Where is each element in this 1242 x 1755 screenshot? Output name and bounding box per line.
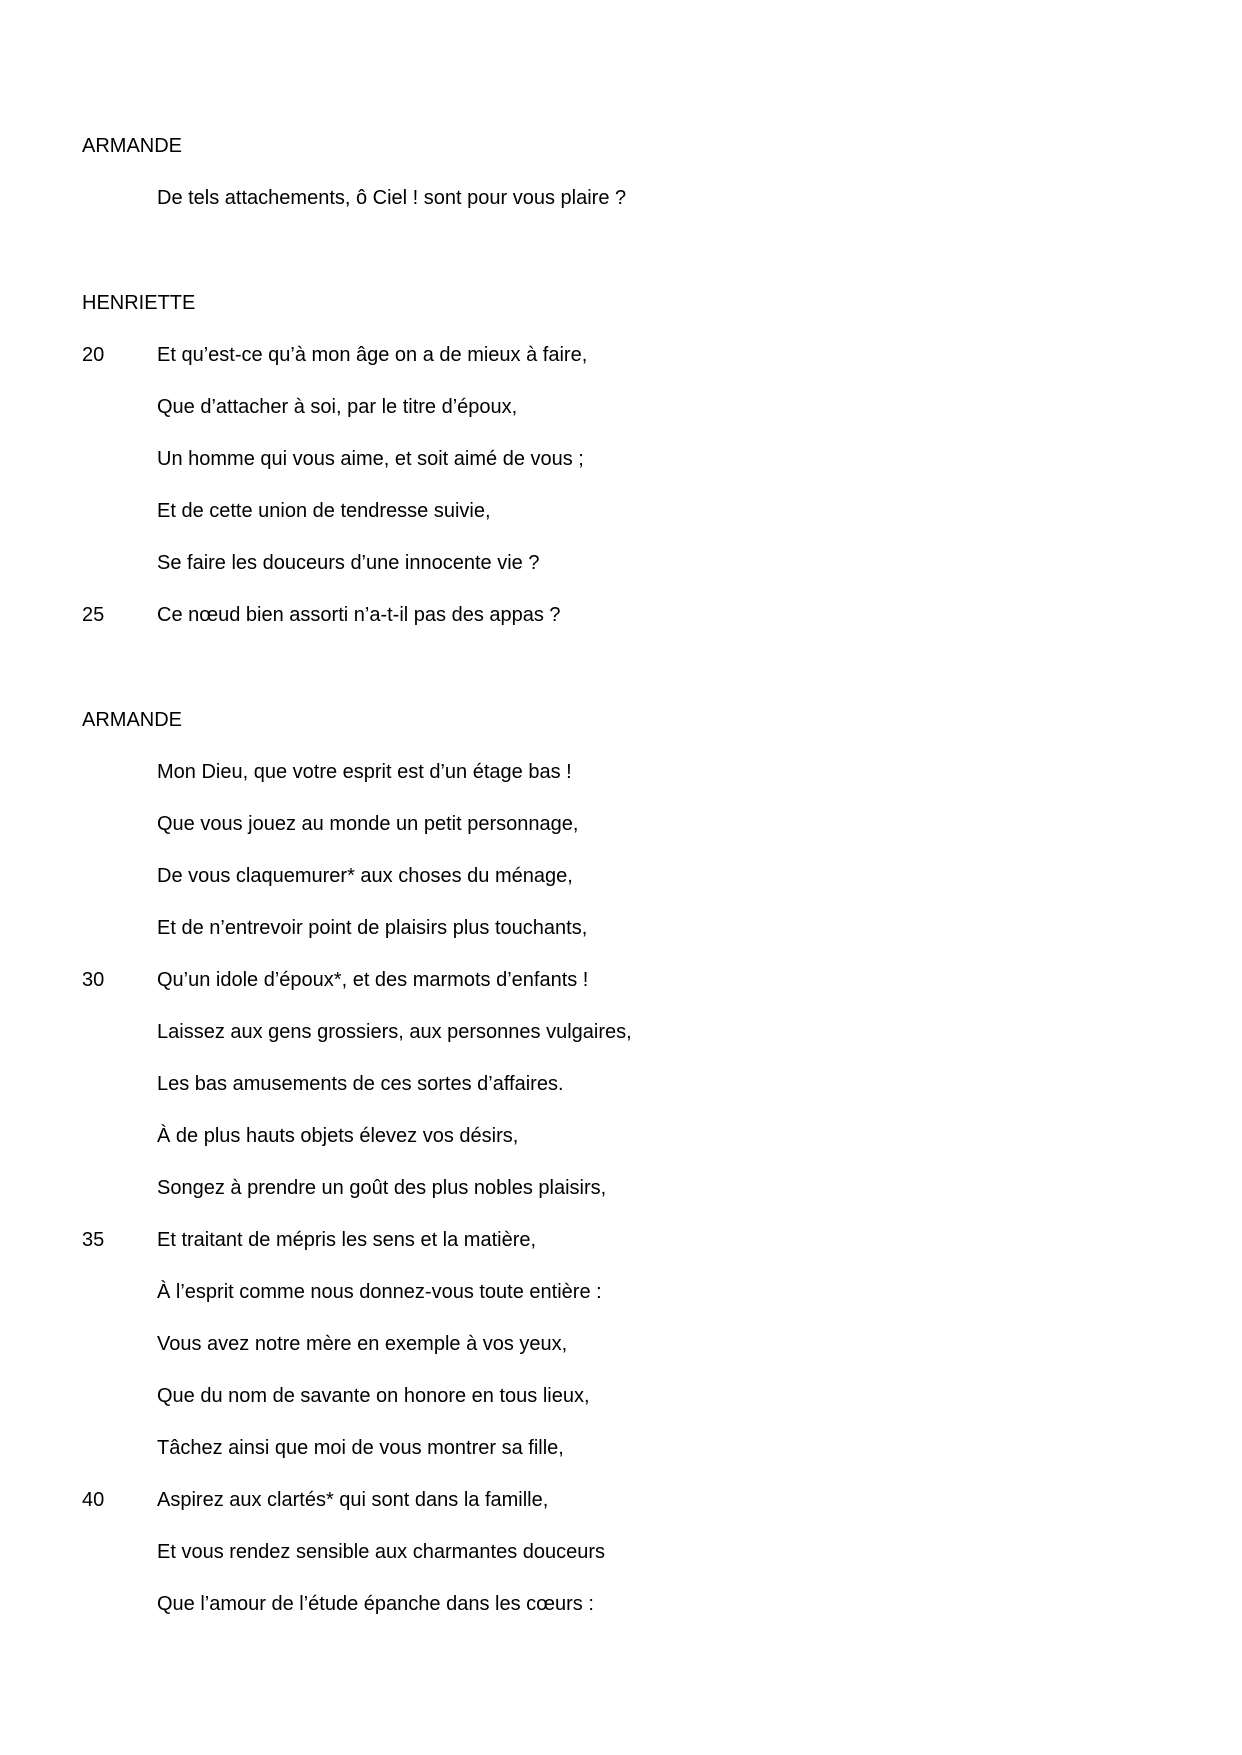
speaker-name: ARMANDE [82, 135, 183, 157]
verse-text: De tels attachements, ô Ciel ! sont pour vous plaire ? [157, 187, 627, 209]
verse-text: Et qu’est-ce qu’à mon âge on a de mieux à faire, [157, 344, 588, 366]
verse-text: Un homme qui vous aime, et soit aimé de vous ; [157, 448, 584, 470]
line-number: 20 [82, 344, 105, 366]
verse-text: Vous avez notre mère en exemple à vos yeux, [157, 1333, 568, 1355]
verse-text: À l’esprit comme nous donnez-vous toute entière : [157, 1281, 602, 1303]
verse-text: À de plus hauts objets élevez vos désirs, [157, 1125, 519, 1147]
verse-text: Songez à prendre un goût des plus nobles plaisirs, [157, 1177, 607, 1199]
verse-text: Et vous rendez sensible aux charmantes douceurs [157, 1541, 606, 1563]
verse-text: Que du nom de savante on honore en tous lieux, [157, 1385, 590, 1407]
verse-text: Que vous jouez au monde un petit personnage, [157, 813, 579, 835]
verse-text: Tâchez ainsi que moi de vous montrer sa fille, [157, 1437, 564, 1459]
verse-text: Ce nœud bien assorti n’a-t-il pas des appas ? [157, 604, 561, 626]
verse-text: Aspirez aux clartés* qui sont dans la famille, [157, 1489, 549, 1511]
verse-text: Et de cette union de tendresse suivie, [157, 500, 491, 522]
speaker-name: ARMANDE [82, 709, 183, 731]
verse-text: Qu’un idole d’époux*, et des marmots d’enfants ! [157, 969, 589, 991]
verse-text: Mon Dieu, que votre esprit est d’un étage bas ! [157, 761, 572, 783]
verse-text: Les bas amusements de ces sortes d’affaires. [157, 1073, 564, 1095]
line-number: 35 [82, 1229, 105, 1251]
verse-text: Que d’attacher à soi, par le titre d’époux, [157, 396, 518, 418]
line-number: 40 [82, 1489, 105, 1511]
speaker-name: HENRIETTE [82, 292, 196, 314]
verse-text: Laissez aux gens grossiers, aux personnes vulgaires, [157, 1021, 632, 1043]
line-number: 25 [82, 604, 105, 626]
verse-text: Que l’amour de l’étude épanche dans les cœurs : [157, 1593, 594, 1615]
verse-text: Se faire les douceurs d’une innocente vie ? [157, 552, 540, 574]
verse-text: Et de n’entrevoir point de plaisirs plus touchants, [157, 917, 588, 939]
line-number: 30 [82, 969, 105, 991]
verse-text: Et traitant de mépris les sens et la matière, [157, 1229, 537, 1251]
verse-text: De vous claquemurer* aux choses du ménage, [157, 865, 573, 887]
